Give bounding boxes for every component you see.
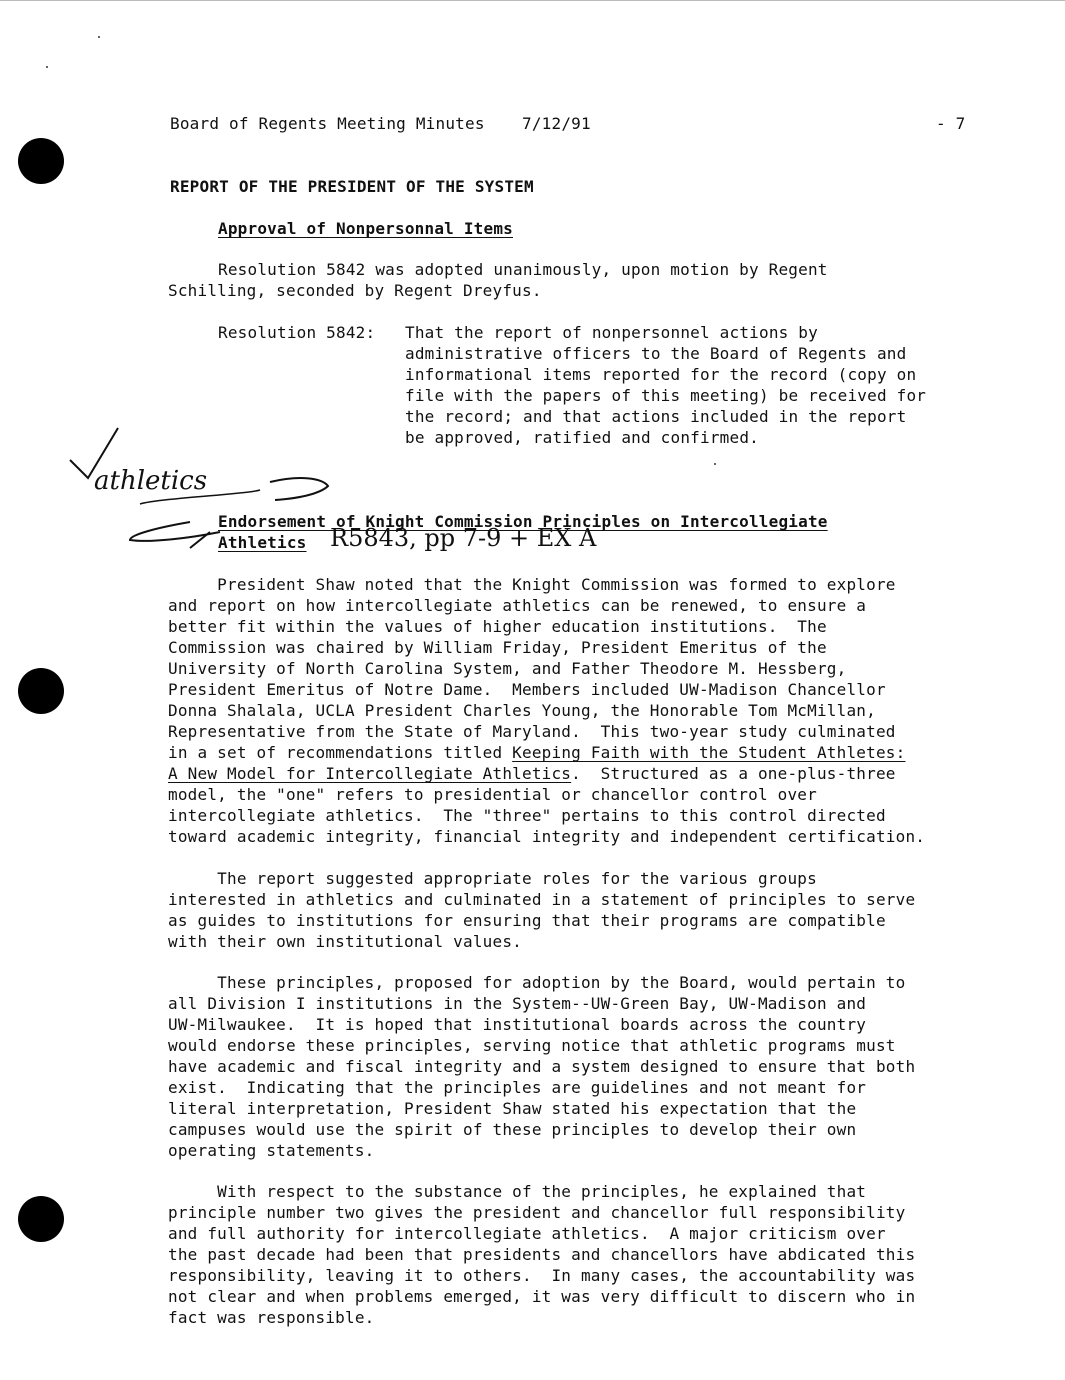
text-line: interested in athletics and culminated in a statement of principles to serve — [168, 890, 916, 909]
resolution-label: Resolution 5842: — [218, 323, 376, 342]
handwritten-margin-note: athletics — [94, 466, 208, 496]
text-run: . Structured as a one-plus-three — [571, 764, 896, 783]
text-line: and full authority for intercollegiate athletics. A major criticism over — [168, 1224, 886, 1243]
report-title-cont: A New Model for Intercollegiate Athletics — [168, 764, 572, 783]
text-line: responsibility, leaving it to others. In many cases, the accountability was — [168, 1266, 916, 1285]
header-title: Board of Regents Meeting Minutes — [170, 114, 485, 133]
text-line: principle number two gives the president and chancellor full responsibility — [168, 1203, 906, 1222]
text-line: Resolution 5842 was adopted unanimously, upon motion by Regent — [218, 260, 828, 279]
section-heading: REPORT OF THE PRESIDENT OF THE SYSTEM — [170, 177, 534, 196]
text-line: not clear and when problems emerged, it was very difficult to discern who in — [168, 1287, 916, 1306]
text-line: toward academic integrity, financial integrity and independent certification. — [168, 827, 926, 846]
text-line: the record; and that actions included in the report — [405, 407, 907, 426]
text-line: file with the papers of this meeting) be received for — [405, 386, 927, 405]
scan-speck — [714, 463, 716, 465]
text-line — [168, 763, 896, 784]
report-title: Keeping Faith with the Student Athletes: — [512, 743, 906, 762]
handwritten-inline-note: R5843, pp 7-9 + EX A — [330, 524, 597, 552]
text-line: Commission was chaired by William Friday, President Emeritus of the — [168, 638, 827, 657]
text-line: President Emeritus of Notre Dame. Members included UW-Madison Chancellor — [168, 680, 886, 699]
header-date: 7/12/91 — [522, 114, 591, 133]
text-line: Donna Shalala, UCLA President Charles Young, the Honorable Tom McMillan, — [168, 701, 876, 720]
text-line: That the report of nonpersonnel actions by — [405, 323, 818, 342]
text-line: exist. Indicating that the principles are guidelines and not meant for — [168, 1078, 867, 1097]
text-line: with their own institutional values. — [168, 932, 522, 951]
text-line: operating statements. — [168, 1141, 375, 1160]
text-line — [168, 742, 905, 763]
text-line: be approved, ratified and confirmed. — [405, 428, 759, 447]
text-line: The report suggested appropriate roles for the various groups — [168, 869, 817, 888]
text-line: administrative officers to the Board of Regents and — [405, 344, 907, 363]
text-line: Representative from the State of Maryland. This two-year study culminated — [168, 722, 896, 741]
text-line: would endorse these principles, serving notice that athletic programs must — [168, 1036, 896, 1055]
text-line: fact was responsible. — [168, 1308, 375, 1327]
text-line: UW-Milwaukee. It is hoped that institutional boards across the country — [168, 1015, 867, 1034]
text-line: literal interpretation, President Shaw stated his expectation that the — [168, 1099, 857, 1118]
text-line: all Division I institutions in the System--UW-Green Bay, UW-Madison and — [168, 994, 867, 1013]
text-line: better fit within the values of higher education institutions. The — [168, 617, 827, 636]
text-line: and report on how intercollegiate athletics can be renewed, to ensure a — [168, 596, 867, 615]
scan-edge — [0, 0, 1065, 1]
text-line: With respect to the substance of the principles, he explained that — [168, 1182, 867, 1201]
text-line: the past decade had been that presidents and chancellors have abdicated this — [168, 1245, 916, 1264]
text-line: Schilling, seconded by Regent Dreyfus. — [168, 281, 542, 300]
text-line: These principles, proposed for adoption by the Board, would pertain to — [168, 973, 906, 992]
text-line: informational items reported for the record (copy on — [405, 365, 917, 384]
text-line: intercollegiate athletics. The "three" pertains to this control directed — [168, 806, 886, 825]
text-line: President Shaw noted that the Knight Commission was formed to explore — [168, 575, 896, 594]
text-line: model, the "one" refers to presidential or chancellor control over — [168, 785, 817, 804]
text-line: have academic and fiscal integrity and a system designed to ensure that both — [168, 1057, 916, 1076]
page-number: - 7 — [936, 114, 966, 133]
text-line: campuses would use the spirit of these principles to develop their own — [168, 1120, 857, 1139]
scan-speck — [46, 66, 48, 68]
text-line: as guides to institutions for ensuring that their programs are compatible — [168, 911, 886, 930]
punch-hole — [18, 1196, 64, 1242]
punch-hole — [18, 668, 64, 714]
text-run: in a set of recommendations titled — [168, 743, 513, 762]
subsection-title-approval: Approval of Nonpersonnal Items — [218, 219, 513, 238]
scan-speck — [98, 36, 100, 38]
text-line: University of North Carolina System, and Father Theodore M. Hessberg, — [168, 659, 847, 678]
punch-hole — [18, 138, 64, 184]
subsection-title-knight: Endorsement of Knight Commission Principles on Intercollegiate — [218, 512, 828, 531]
subsection-title-knight-cont: Athletics — [218, 533, 307, 552]
